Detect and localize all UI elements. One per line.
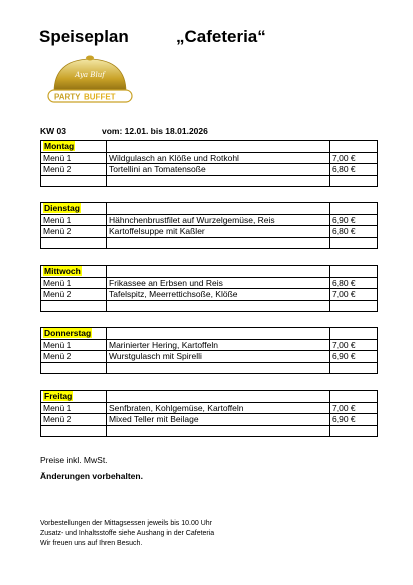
- day-table-mittwoch: [40, 265, 378, 312]
- title-text: Speiseplan: [39, 27, 129, 46]
- dish: Mixed Teller mit Beilage: [107, 414, 330, 426]
- price: 7,00 €: [330, 152, 378, 164]
- dish: Tortellini an Tomatensoße: [107, 164, 330, 176]
- day-header-row: [41, 328, 378, 340]
- menu-label: Menü 2: [41, 414, 107, 426]
- empty-row: [41, 425, 378, 437]
- logo-party: PARTY: [54, 92, 81, 102]
- menu-label: Menü 2: [41, 289, 107, 301]
- dish: Kartoffelsuppe mit Kaßler: [107, 226, 330, 238]
- price: 7,00 €: [330, 402, 378, 414]
- empty-row: [41, 362, 378, 374]
- table-row: [41, 214, 378, 226]
- empty-row: [41, 300, 378, 312]
- menu-label: Menü 1: [41, 402, 107, 414]
- table-row: [41, 289, 378, 301]
- dish: Senfbraten, Kohlgemüse, Kartoffeln: [107, 402, 330, 414]
- partybuffet-logo: [44, 54, 136, 106]
- day-header-row: [41, 266, 378, 278]
- dish: Wildgulasch an Klöße und Rotkohl: [107, 152, 330, 164]
- price: 6,80 €: [330, 226, 378, 238]
- day-name: Donnerstag: [44, 328, 92, 339]
- menu-label: Menü 1: [41, 277, 107, 289]
- price: 6,80 €: [330, 164, 378, 176]
- table-row: [41, 402, 378, 414]
- menu-label: Menü 2: [41, 351, 107, 363]
- menu-label: Menü 2: [41, 226, 107, 238]
- empty-row: [41, 175, 378, 187]
- footer-notes: [40, 519, 214, 549]
- price: 6,80 €: [330, 277, 378, 289]
- week-number: KW 03: [40, 126, 66, 136]
- menu-label: Menü 1: [41, 214, 107, 226]
- cafeteria-title: „Cafeteria“: [176, 27, 266, 46]
- table-row: [41, 351, 378, 363]
- dish: Hähnchenbrustfilet auf Wurzelgemüse, Reis: [107, 214, 330, 226]
- dish: Tafelspitz, Meerrettichsoße, Klöße: [107, 289, 330, 301]
- price: 6,90 €: [330, 214, 378, 226]
- day-name: Dienstag: [44, 203, 80, 214]
- table-row: [41, 226, 378, 238]
- menu-label: Menü 1: [41, 152, 107, 164]
- dish: Frikassee an Erbsen und Reis: [107, 277, 330, 289]
- day-table-montag: [40, 140, 378, 187]
- logo-buffet: BUFFET: [84, 92, 116, 102]
- menu-label: Menü 2: [41, 164, 107, 176]
- day-table-freitag: [40, 390, 378, 437]
- date-range: vom: 12.01. bis 18.01.2026: [102, 126, 208, 136]
- table-row: [41, 164, 378, 176]
- day-header-row: [41, 203, 378, 215]
- table-row: [41, 414, 378, 426]
- dish: Wurstgulasch mit Spirelli: [107, 351, 330, 363]
- logo-script: Aya Bluf: [75, 71, 105, 79]
- day-name: Freitag: [44, 391, 73, 402]
- day-header-row: [41, 391, 378, 403]
- menu-label: Menü 1: [41, 339, 107, 351]
- day-name: Montag: [44, 141, 75, 152]
- price: 7,00 €: [330, 339, 378, 351]
- day-table-donnerstag: [40, 327, 378, 374]
- dish: Marinierter Hering, Kartoffeln: [107, 339, 330, 351]
- table-row: [41, 152, 378, 164]
- day-table-dienstag: [40, 202, 378, 249]
- footer-line: Wir freuen uns auf Ihren Besuch.: [40, 540, 143, 547]
- page-title: [39, 27, 266, 47]
- price-note: Preise inkl. MwSt.: [40, 455, 108, 465]
- empty-row: [41, 237, 378, 249]
- day-header-row: [41, 141, 378, 153]
- table-row: [41, 277, 378, 289]
- footer-line: Vorbestellungen der Mittagsessen jeweils bis 10.00 Uhr: [40, 520, 212, 527]
- day-name: Mittwoch: [44, 266, 81, 277]
- footer-line: Zusatz- und Inhaltsstoffe siehe Aushang in der Cafeteria: [40, 530, 215, 537]
- changes-note: Änderungen vorbehalten.: [40, 471, 143, 481]
- price: 6,90 €: [330, 351, 378, 363]
- table-row: [41, 339, 378, 351]
- price: 6,90 €: [330, 414, 378, 426]
- price: 7,00 €: [330, 289, 378, 301]
